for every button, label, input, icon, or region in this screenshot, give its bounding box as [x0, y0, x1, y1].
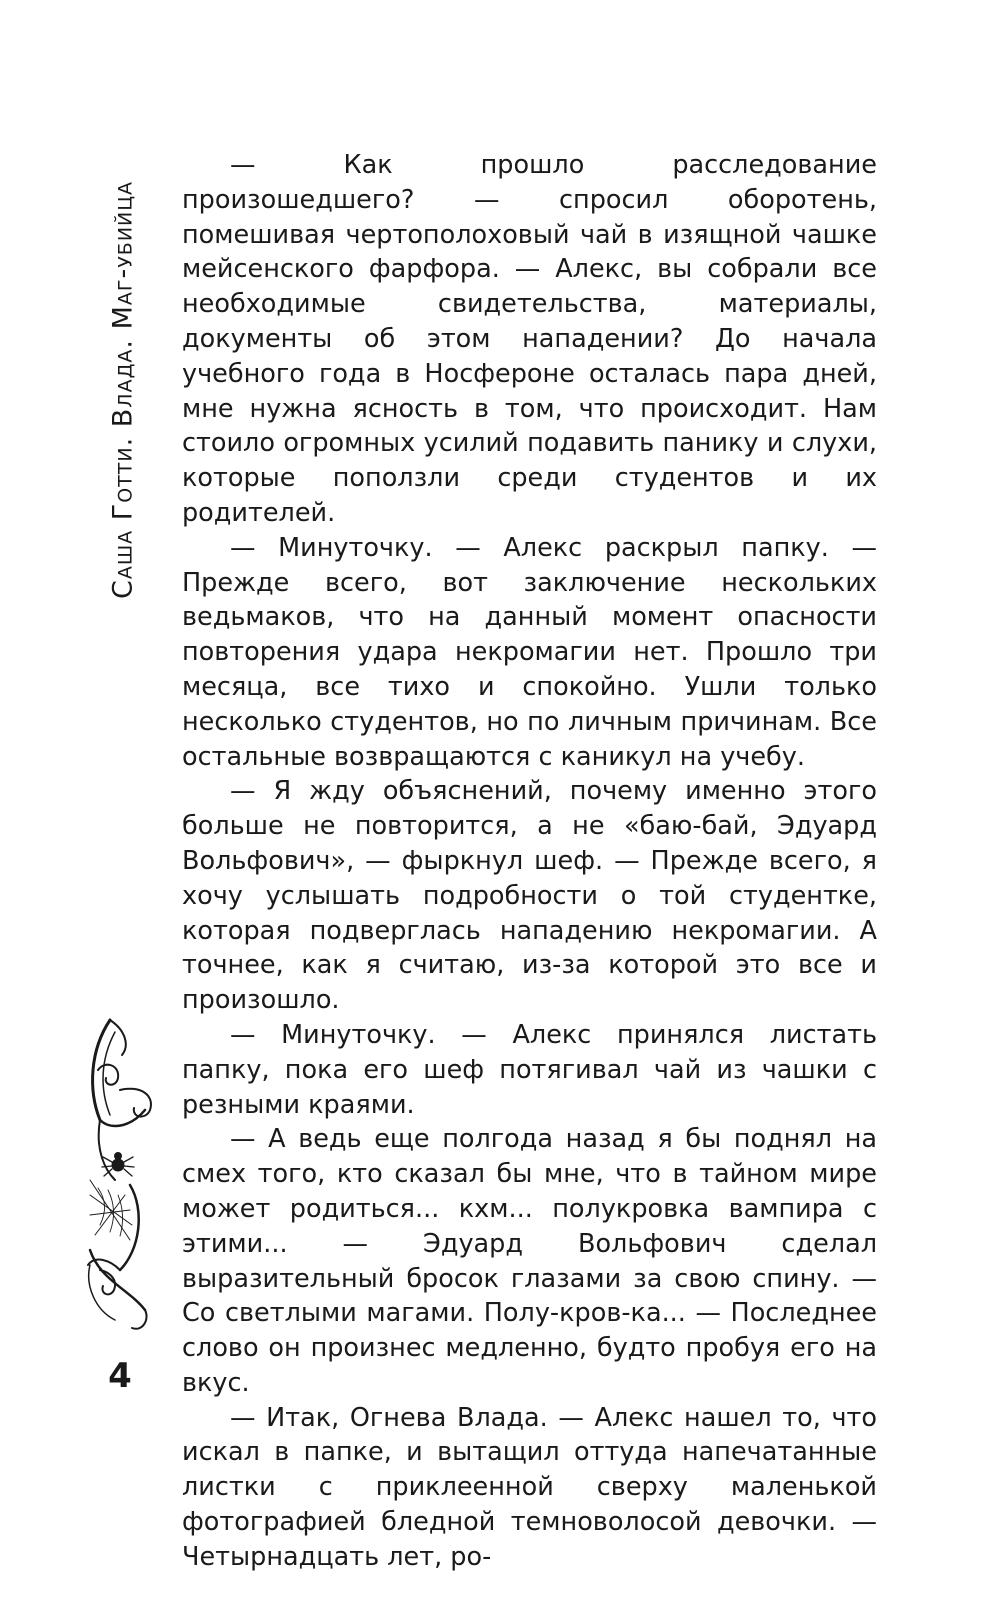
paragraph: — Итак, Огнева Влада. — Алекс нашел то, что искал в папке, и вытащил оттуда напечатанные листки с приклеенной сверху маленькой фотографией бледной темноволосой девочки. — Четырнадцать лет, ро- [182, 1402, 877, 1572]
paragraph: — Минуточку. — Алекс раскрыл папку. — Прежде всего, вот заключение нескольких ведьмаков, что на данный момент опасности повторения удара некромагии нет. Прошло три месяца, все тихо и спокойно. Ушли только несколько студентов, но по личным причинам. Все остальные возвращаются с каникул на учебу. [182, 532, 877, 772]
paragraph: — Я жду объяснений, почему именно этого больше не повторится, а не «баю-бай, Эдуард Вольфович», — фыркнул шеф. — Прежде всего, я хочу услышать подробности о той студентке, которая подверглась нападению некромагии. А точнее, как я считаю, из-за которой это все и произошло. [182, 776, 877, 1016]
paragraph: — Минуточку. — Алекс принялся листать папку, пока его шеф потягивал чай из чашки с резными краями. [182, 1019, 877, 1120]
running-header-text: Саша Готти. Влада. Маг-убийца [107, 181, 139, 599]
running-header [103, 155, 143, 625]
paragraph: — Как прошло расследование произошедшего? — спросил оборотень, помешивая чертополоховый чай в изящной чашке мейсенского фарфора. — Алекс, вы собрали все необходимые свидетельства, материалы, документы об этом нападении? До начала учебного года в Носфероне осталась пара дней, мне нужна ясность в том, что происходит. Нам стоило огромных усилий подавить панику и слухи, которые поползли среди студентов и их родителей. [182, 150, 877, 528]
spider-web-vine-ornament-icon [70, 1010, 160, 1340]
body-text [182, 148, 877, 1575]
paragraph: — А ведь еще полгода назад я бы поднял на смех того, кто сказал бы мне, что в тайном мире может родиться... кхм... полукровка вампира с этими... — Эдуард Вольфович сделал выразительный бросок глазами за свою спину. — Со светлыми магами. Полу-кров-ка... — Последнее слово он произнес медленно, будто пробуя его на вкус. [182, 1124, 877, 1398]
page-number: 4 [108, 1356, 132, 1396]
